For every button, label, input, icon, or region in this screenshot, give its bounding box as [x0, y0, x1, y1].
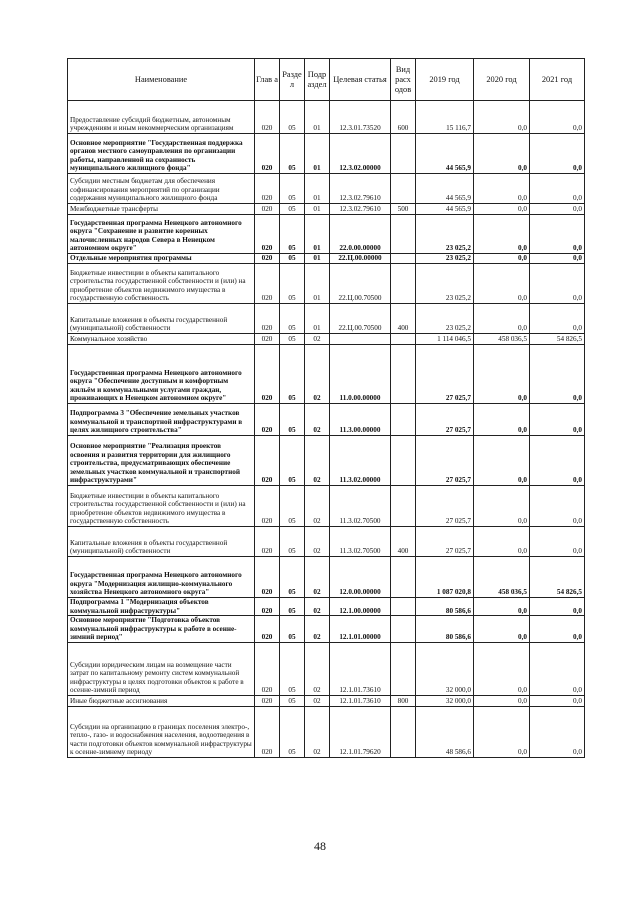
cell-podrazdel: 02 — [305, 527, 330, 557]
cell-vid: 400 — [391, 527, 416, 557]
cell-2020: 0,0 — [474, 134, 530, 174]
cell-razdel: 05 — [280, 404, 305, 436]
cell-glava: 020 — [255, 215, 280, 254]
cell-glava: 020 — [255, 404, 280, 436]
cell-2019: 80 586,6 — [416, 598, 474, 616]
cell-target: 22.Ц.00.70500 — [330, 304, 391, 334]
cell-2021: 0,0 — [530, 134, 585, 174]
cell-2020: 0,0 — [474, 204, 530, 215]
cell-name: Основное мероприятие "Реализация проектов освоения и развития территории для жилищного строительства, предусматривающих обеспечение земельных участков коммунальной и транспортной инфраструктурами" — [68, 436, 255, 486]
table-row — [68, 642, 585, 695]
cell-2021: 0,0 — [530, 101, 585, 134]
cell-name: Бюджетные инвестиции в объекты капитального строительства государственной собственности и (или) на приобретение объектов недвижимого имущества в государственную собственность — [68, 486, 255, 527]
cell-vid: 600 — [391, 101, 416, 134]
cell-2020: 0,0 — [474, 254, 530, 264]
cell-2019: 23 025,2 — [416, 215, 474, 254]
table-row — [68, 334, 585, 345]
cell-2021: 0,0 — [530, 598, 585, 616]
cell-vid — [391, 254, 416, 264]
table-row — [68, 304, 585, 334]
cell-podrazdel: 01 — [305, 254, 330, 264]
cell-2020: 0,0 — [474, 174, 530, 204]
cell-vid — [391, 706, 416, 757]
cell-2021: 0,0 — [530, 215, 585, 254]
cell-target: 12.3.02.79610 — [330, 204, 391, 215]
table-row — [68, 486, 585, 527]
table-row — [68, 134, 585, 174]
cell-razdel: 05 — [280, 345, 305, 404]
cell-name: Субсидии местным бюджетам для обеспечения софинансирования мероприятий по организации содержания муниципального жилищного фонда — [68, 174, 255, 204]
cell-glava: 020 — [255, 616, 280, 643]
cell-podrazdel: 02 — [305, 436, 330, 486]
cell-vid — [391, 134, 416, 174]
cell-2021: 0,0 — [530, 254, 585, 264]
cell-2020: 0,0 — [474, 264, 530, 304]
cell-target: 12.1.01.79620 — [330, 706, 391, 757]
cell-vid: 400 — [391, 304, 416, 334]
cell-2019: 27 025,7 — [416, 527, 474, 557]
table-row — [68, 101, 585, 134]
cell-glava: 020 — [255, 345, 280, 404]
cell-2020: 458 036,5 — [474, 334, 530, 345]
cell-glava: 020 — [255, 264, 280, 304]
cell-razdel: 05 — [280, 174, 305, 204]
cell-vid — [391, 486, 416, 527]
header-2021: 2021 год — [530, 59, 585, 101]
cell-razdel: 05 — [280, 642, 305, 695]
header-2019: 2019 год — [416, 59, 474, 101]
header-vid: Вид расх одов — [391, 59, 416, 101]
cell-target: 11.0.00.00000 — [330, 345, 391, 404]
cell-razdel: 05 — [280, 254, 305, 264]
cell-glava: 020 — [255, 134, 280, 174]
cell-2021: 0,0 — [530, 695, 585, 706]
cell-2019: 23 025,2 — [416, 254, 474, 264]
cell-razdel: 05 — [280, 616, 305, 643]
cell-podrazdel: 01 — [305, 174, 330, 204]
cell-podrazdel: 02 — [305, 616, 330, 643]
cell-glava: 020 — [255, 486, 280, 527]
cell-podrazdel: 01 — [305, 134, 330, 174]
cell-name: Капитальные вложения в объекты государственной (муниципальной) собственности — [68, 527, 255, 557]
cell-vid — [391, 616, 416, 643]
budget-table — [67, 58, 585, 758]
cell-target: 12.3.02.79610 — [330, 174, 391, 204]
cell-vid: 800 — [391, 695, 416, 706]
cell-2019: 48 586,6 — [416, 706, 474, 757]
cell-target: 12.1.01.73610 — [330, 695, 391, 706]
cell-name: Коммунальное хозяйство — [68, 334, 255, 345]
cell-2021: 0,0 — [530, 527, 585, 557]
header-2020: 2020 год — [474, 59, 530, 101]
cell-name: Капитальные вложения в объекты государственной (муниципальной) собственности — [68, 304, 255, 334]
cell-name: Иные бюджетные ассигнования — [68, 695, 255, 706]
table-row — [68, 215, 585, 254]
cell-2019: 44 565,9 — [416, 134, 474, 174]
cell-podrazdel: 01 — [305, 215, 330, 254]
header-podrazdel: Подр аздел — [305, 59, 330, 101]
cell-2021: 0,0 — [530, 174, 585, 204]
cell-vid: 500 — [391, 204, 416, 215]
cell-name: Государственная программа Ненецкого автономного округа "Сохранение и развитие коренных малочисленных народов Севера в Ненецком автономном округе" — [68, 215, 255, 254]
cell-razdel: 05 — [280, 304, 305, 334]
cell-2020: 0,0 — [474, 695, 530, 706]
cell-name: Межбюджетные трансферты — [68, 204, 255, 215]
cell-name: Подпрограмма 1 "Модернизация объектов коммунальной инфраструктуры" — [68, 598, 255, 616]
cell-target: 22.Ц.00.70500 — [330, 264, 391, 304]
cell-vid — [391, 598, 416, 616]
cell-2020: 458 036,5 — [474, 557, 530, 598]
table-row — [68, 264, 585, 304]
cell-2021: 54 826,5 — [530, 557, 585, 598]
cell-name: Субсидии юридическим лицам на возмещение части затрат по капитальному ремонту систем коммунальной инфраструктуры в целях подготовки объектов к работе в осенне-зимний период — [68, 642, 255, 695]
cell-2019: 32 000,0 — [416, 695, 474, 706]
cell-target: 12.1.01.73610 — [330, 642, 391, 695]
table-row — [68, 174, 585, 204]
cell-2021: 0,0 — [530, 436, 585, 486]
cell-podrazdel: 02 — [305, 642, 330, 695]
table-row — [68, 345, 585, 404]
cell-2020: 0,0 — [474, 345, 530, 404]
cell-2020: 0,0 — [474, 215, 530, 254]
cell-razdel: 05 — [280, 436, 305, 486]
cell-razdel: 05 — [280, 527, 305, 557]
cell-razdel: 05 — [280, 557, 305, 598]
cell-target: 12.3.01.73520 — [330, 101, 391, 134]
cell-2019: 1 087 020,8 — [416, 557, 474, 598]
cell-2020: 0,0 — [474, 642, 530, 695]
cell-2020: 0,0 — [474, 436, 530, 486]
table-row — [68, 557, 585, 598]
table-header-row — [68, 59, 585, 101]
cell-target: 12.3.02.00000 — [330, 134, 391, 174]
header-name: Наименование — [68, 59, 255, 101]
cell-podrazdel: 02 — [305, 706, 330, 757]
cell-podrazdel: 01 — [305, 304, 330, 334]
cell-glava: 020 — [255, 101, 280, 134]
cell-target: 12.0.00.00000 — [330, 557, 391, 598]
cell-glava: 020 — [255, 304, 280, 334]
cell-razdel: 05 — [280, 215, 305, 254]
cell-2020: 0,0 — [474, 486, 530, 527]
cell-podrazdel: 02 — [305, 557, 330, 598]
cell-2020: 0,0 — [474, 404, 530, 436]
table-body — [68, 101, 585, 758]
cell-razdel: 05 — [280, 204, 305, 215]
cell-glava: 020 — [255, 254, 280, 264]
table-row — [68, 254, 585, 264]
cell-glava: 020 — [255, 334, 280, 345]
cell-2021: 0,0 — [530, 264, 585, 304]
table-row — [68, 616, 585, 643]
cell-2020: 0,0 — [474, 304, 530, 334]
cell-2019: 27 025,7 — [416, 345, 474, 404]
cell-2019: 27 025,7 — [416, 436, 474, 486]
cell-target: 12.1.00.00000 — [330, 598, 391, 616]
cell-podrazdel: 02 — [305, 334, 330, 345]
cell-2021: 0,0 — [530, 486, 585, 527]
cell-vid — [391, 345, 416, 404]
table-row — [68, 598, 585, 616]
cell-target — [330, 334, 391, 345]
cell-target: 22.0.00.00000 — [330, 215, 391, 254]
cell-podrazdel: 02 — [305, 404, 330, 436]
cell-razdel: 05 — [280, 695, 305, 706]
cell-vid — [391, 264, 416, 304]
cell-razdel: 05 — [280, 486, 305, 527]
cell-vid — [391, 642, 416, 695]
cell-target: 11.3.02.70500 — [330, 486, 391, 527]
cell-vid — [391, 174, 416, 204]
cell-2020: 0,0 — [474, 101, 530, 134]
cell-glava: 020 — [255, 204, 280, 215]
cell-2020: 0,0 — [474, 616, 530, 643]
cell-razdel: 05 — [280, 334, 305, 345]
cell-vid — [391, 557, 416, 598]
cell-glava: 020 — [255, 642, 280, 695]
cell-2021: 0,0 — [530, 642, 585, 695]
cell-vid — [391, 436, 416, 486]
cell-name: Основное мероприятие "Государственная поддержка органов местного самоуправления по организации работы, направленной на сохранность муниципального жилищного фонда" — [68, 134, 255, 174]
cell-2019: 27 025,7 — [416, 404, 474, 436]
cell-2019: 44 565,9 — [416, 174, 474, 204]
cell-glava: 020 — [255, 527, 280, 557]
cell-2019: 32 000,0 — [416, 642, 474, 695]
cell-razdel: 05 — [280, 264, 305, 304]
header-glava: Глав а — [255, 59, 280, 101]
cell-name: Основное мероприятие "Подготовка объектов коммунальной инфраструктуры к работе в осенне-зимний период" — [68, 616, 255, 643]
cell-target: 22.Ц.00.00000 — [330, 254, 391, 264]
cell-2021: 0,0 — [530, 616, 585, 643]
cell-podrazdel: 01 — [305, 264, 330, 304]
cell-podrazdel: 01 — [305, 101, 330, 134]
cell-2019: 80 586,6 — [416, 616, 474, 643]
cell-2021: 0,0 — [530, 706, 585, 757]
cell-razdel: 05 — [280, 706, 305, 757]
cell-vid — [391, 215, 416, 254]
cell-name: Отдельные мероприятия программы — [68, 254, 255, 264]
cell-2019: 1 114 046,5 — [416, 334, 474, 345]
cell-target: 11.3.02.70500 — [330, 527, 391, 557]
table-row — [68, 527, 585, 557]
cell-2020: 0,0 — [474, 598, 530, 616]
cell-name: Государственная программа Ненецкого автономного округа "Модернизация жилищно-коммунального хозяйства Ненецкого автономного округа" — [68, 557, 255, 598]
cell-name: Государственная программа Ненецкого автономного округа "Обеспечение доступным и комфортным жильём и коммунальными услугами граждан, проживающих в Ненецком автономном округе" — [68, 345, 255, 404]
cell-2020: 0,0 — [474, 527, 530, 557]
cell-name: Субсидии на организацию в границах поселения электро-, тепло-, газо- и водоснабжения населения, водоотведения в части подготовки объектов коммунальной инфраструктуры к осенне-зимнему периоду — [68, 706, 255, 757]
table-row — [68, 706, 585, 757]
cell-2019: 23 025,2 — [416, 264, 474, 304]
cell-2020: 0,0 — [474, 706, 530, 757]
cell-2021: 0,0 — [530, 204, 585, 215]
cell-glava: 020 — [255, 436, 280, 486]
cell-target: 11.3.02.00000 — [330, 436, 391, 486]
cell-razdel: 05 — [280, 101, 305, 134]
cell-glava: 020 — [255, 706, 280, 757]
cell-razdel: 05 — [280, 598, 305, 616]
cell-glava: 020 — [255, 598, 280, 616]
budget-table-sheet — [67, 58, 584, 758]
cell-2019: 23 025,2 — [416, 304, 474, 334]
header-razdel: Разде л — [280, 59, 305, 101]
table-row — [68, 204, 585, 215]
cell-podrazdel: 02 — [305, 345, 330, 404]
cell-2021: 0,0 — [530, 304, 585, 334]
cell-2021: 54 826,5 — [530, 334, 585, 345]
cell-podrazdel: 02 — [305, 695, 330, 706]
page-number: 48 — [314, 839, 326, 853]
table-row — [68, 695, 585, 706]
cell-vid — [391, 404, 416, 436]
cell-glava: 020 — [255, 174, 280, 204]
cell-2021: 0,0 — [530, 345, 585, 404]
cell-vid — [391, 334, 416, 345]
header-target: Целевая статья — [330, 59, 391, 101]
cell-podrazdel: 02 — [305, 486, 330, 527]
cell-2019: 27 025,7 — [416, 486, 474, 527]
cell-name: Подпрограмма 3 "Обеспечение земельных участков коммунальной и транспортной инфраструктурами в целях жилищного строительства" — [68, 404, 255, 436]
table-row — [68, 436, 585, 486]
cell-podrazdel: 01 — [305, 204, 330, 215]
cell-glava: 020 — [255, 557, 280, 598]
cell-target: 12.1.01.00000 — [330, 616, 391, 643]
cell-name: Предоставление субсидий бюджетным, автономным учреждениям и иным некоммерческим организациям — [68, 101, 255, 134]
cell-2019: 44 565,9 — [416, 204, 474, 215]
cell-glava: 020 — [255, 695, 280, 706]
cell-target: 11.3.00.00000 — [330, 404, 391, 436]
cell-2019: 15 116,7 — [416, 101, 474, 134]
table-row — [68, 404, 585, 436]
cell-name: Бюджетные инвестиции в объекты капитального строительства государственной собственности и (или) на приобретение объектов недвижимого имущества в государственную собственность — [68, 264, 255, 304]
cell-podrazdel: 02 — [305, 598, 330, 616]
cell-razdel: 05 — [280, 134, 305, 174]
cell-2021: 0,0 — [530, 404, 585, 436]
